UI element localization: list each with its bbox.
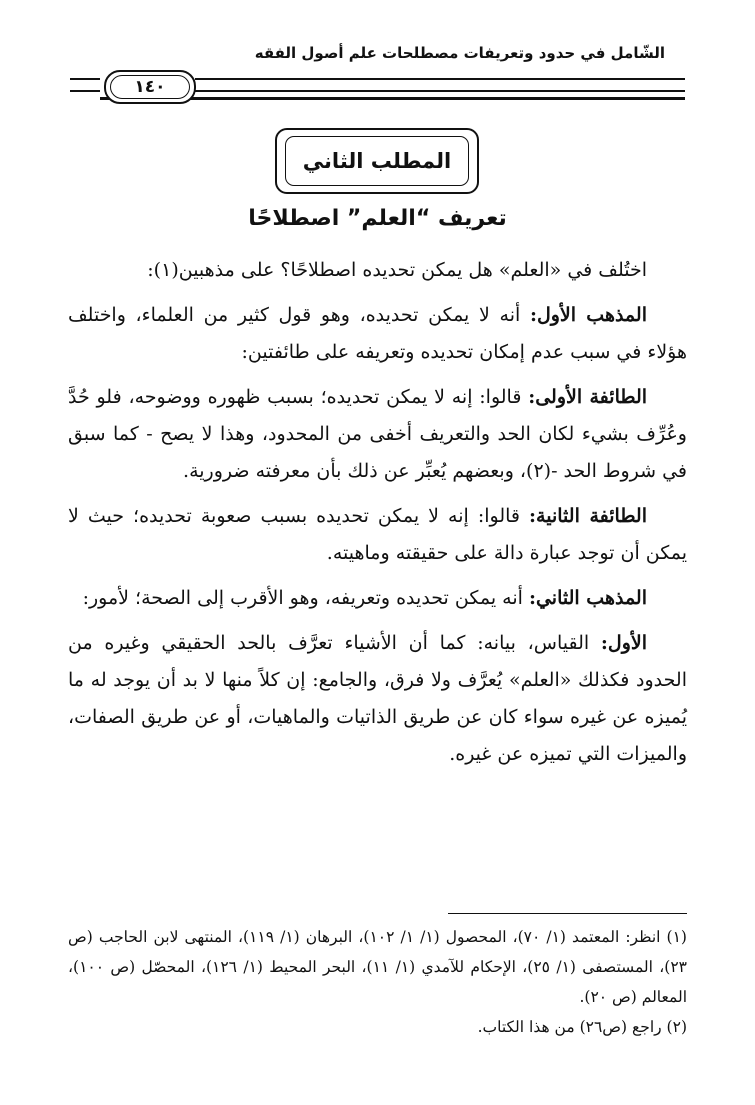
- paragraph-lead: المذهب الأول:: [529, 304, 647, 326]
- header-rule: [70, 90, 100, 92]
- paragraph-lead: الطائفة الثانية:: [529, 505, 647, 527]
- page-number: ١٤٠: [110, 75, 190, 99]
- header-rule: [195, 90, 685, 92]
- header-rule: [195, 78, 685, 80]
- paragraph: [68, 580, 687, 617]
- footnote-1: (١) انظر: المعتمد (١/ ٧٠)، المحصول (١/ ١/ ١٠٢)، البرهان (١/ ١١٩)، المنتهى لابن الحاجب (ص ٢٣)، المستصفى (١/ ٢٥)، الإحكام للآمدي (١/ ١١)، البحر المحيط (١/ ١٢٦)، المحصّل (ص ١٠٠)، المعالم (ص ٢٠).: [68, 928, 687, 1006]
- main-text: [68, 252, 687, 781]
- footnotes: [68, 922, 687, 1042]
- paragraph-text: أنه يمكن تحديده وتعريفه، وهو الأقرب إلى الصحة؛ لأمور:: [82, 587, 529, 609]
- page-number-frame: [104, 70, 196, 104]
- paragraph: [68, 252, 687, 289]
- paragraph-text: أنه لا يمكن تحديده، وهو قول كثير من العلماء، واختلف هؤلاء في سبب عدم إمكان تحديده وتعريفه على طائفتين:: [68, 304, 687, 363]
- paragraph-text: القياس، بيانه: كما أن الأشياء تعرَّف بالحد الحقيقي وغيره من الحدود فكذلك «العلم» يُعرَّف ولا فرق، والجامع: إن كلاً منها لا بد أن يوجد له ما يُميزه عن غيره سواء كان عن طريق الذاتيات والماهيات، أو عن طريق الصفات، والميزات التي تميزه عن غيره.: [68, 632, 687, 765]
- running-title: الشّامل في حدود وتعريفات مصطلحات علم أصول الفقه: [254, 44, 665, 62]
- footnote-rule: [448, 913, 687, 914]
- paragraph: [68, 625, 687, 773]
- section-subtitle: تعريف “العلم” اصطلاحًا: [248, 206, 507, 231]
- section-title: المطلب الثاني: [285, 136, 469, 186]
- paragraph-lead: الأول:: [600, 632, 647, 654]
- paragraph-text: قالوا: إنه لا يمكن تحديده بسبب صعوبة تحديده؛ حيث لا يمكن أن توجد عبارة دالة على حقيقته وماهيته.: [68, 505, 687, 564]
- paragraph-text: اختُلف في «العلم» هل يمكن تحديده اصطلاحًا؟ على مذهبين(١):: [147, 259, 647, 281]
- section-title-box: [275, 128, 479, 194]
- footnote-2: (٢) راجع (ص٢٦) من هذا الكتاب.: [477, 1018, 687, 1036]
- paragraph-lead: المذهب الثاني:: [528, 587, 647, 609]
- paragraph: [68, 498, 687, 572]
- paragraph-lead: الطائفة الأولى:: [528, 386, 648, 408]
- paragraph-text: قالوا: إنه لا يمكن تحديده؛ بسبب ظهوره ووضوحه، فلو حُدَّ وعُرِّف بشيء لكان الحد والتعريف أخفى من المحدود، وهذا لا يصح - كما سبق في شروط الحد -(٢)، وبعضهم يُعبِّر عن ذلك بأن معرفته ضرورية.: [68, 386, 687, 482]
- header-rule: [70, 78, 100, 80]
- paragraph: [68, 297, 687, 371]
- paragraph: [68, 379, 687, 490]
